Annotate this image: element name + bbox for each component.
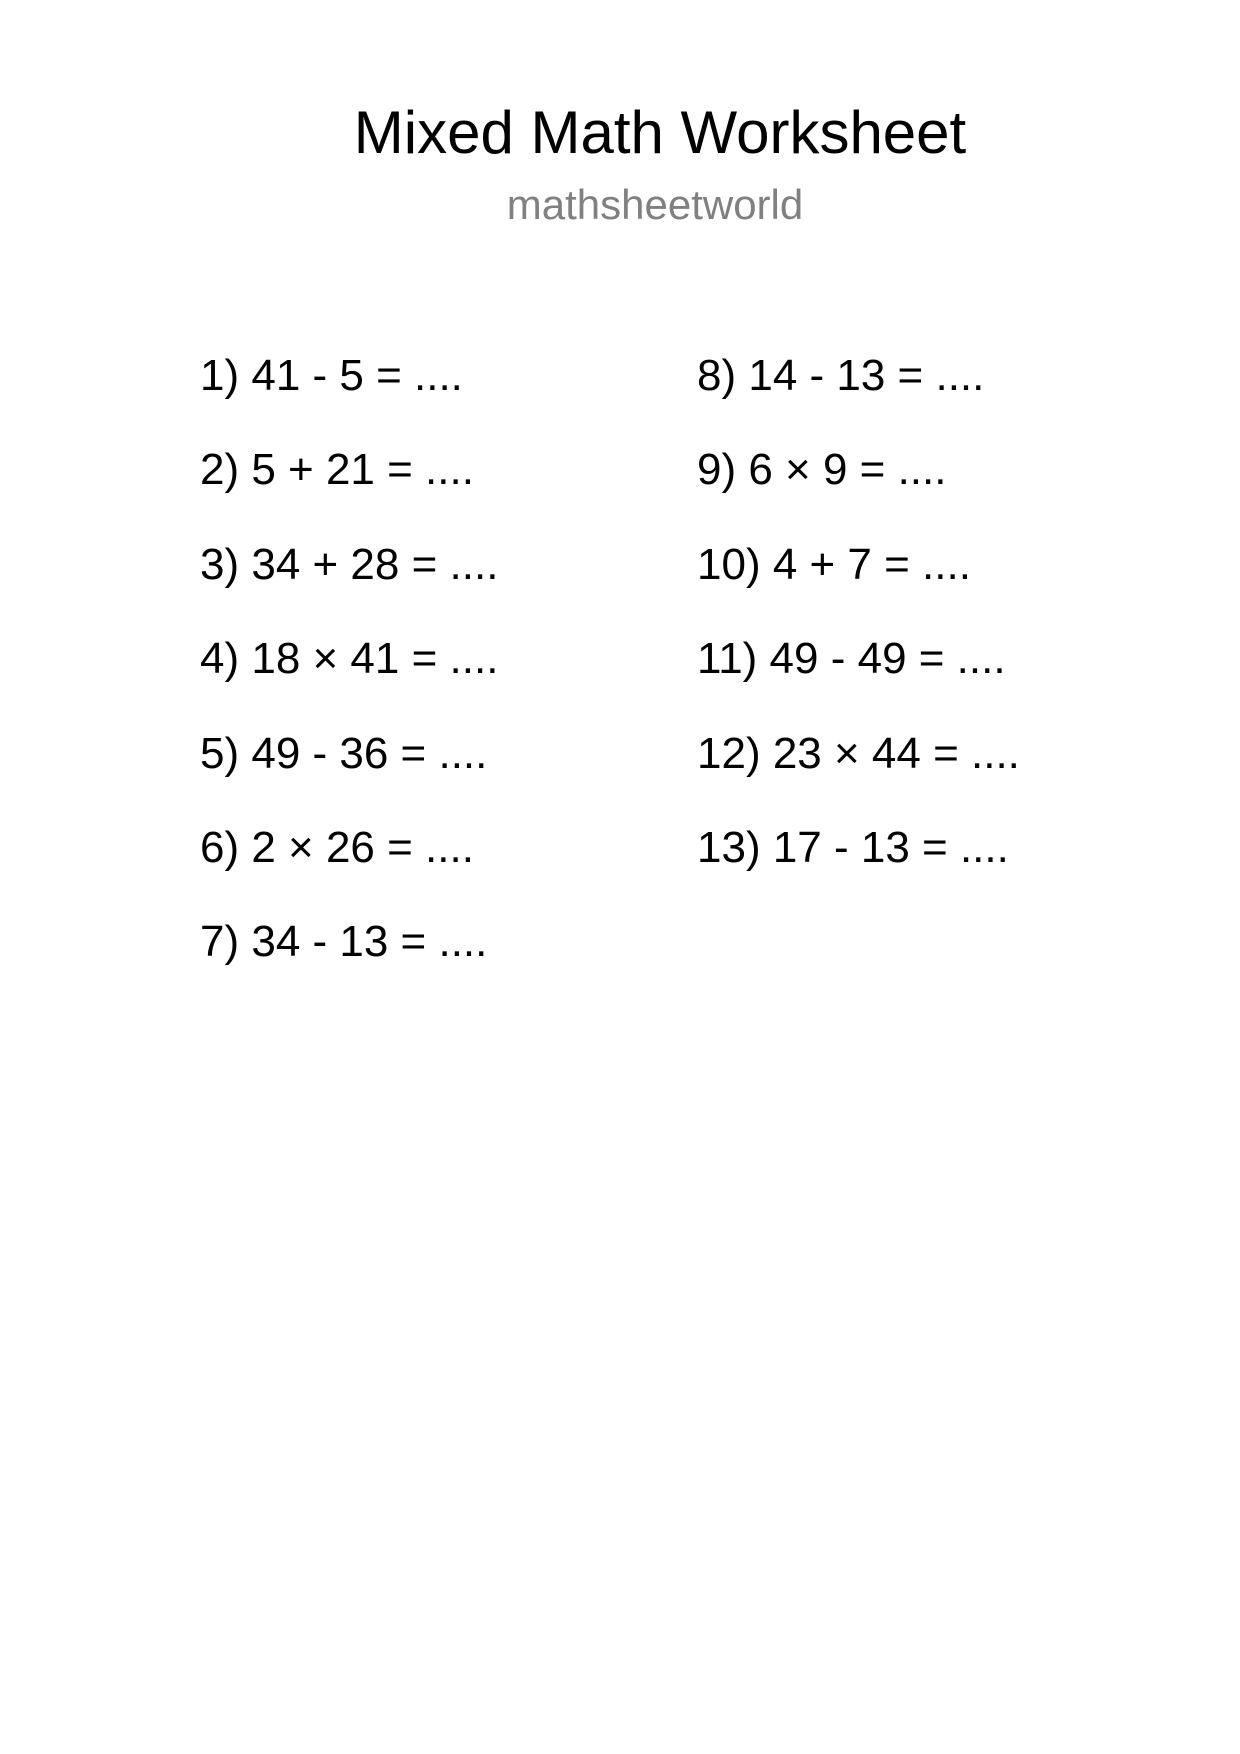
problem-item: 3) 34 + 28 = .... — [200, 539, 499, 589]
problem-item: 12) 23 × 44 = .... — [697, 728, 1020, 778]
problem-item: 2) 5 + 21 = .... — [200, 445, 474, 495]
problem-item: 1) 41 - 5 = .... — [200, 351, 463, 400]
problem-item: 13) 17 - 13 = .... — [697, 822, 1009, 872]
problem-item: 7) 34 - 13 = .... — [200, 917, 488, 967]
problem-column-right — [697, 350, 1020, 916]
problem-item: 4) 18 × 41 = .... — [200, 634, 499, 684]
problem-item: 10) 4 + 7 = .... — [697, 539, 971, 589]
problem-item: 6) 2 × 26 = .... — [200, 822, 474, 872]
problem-column-left — [200, 350, 498, 1011]
problem-item: 8) 14 - 13 = .... — [697, 351, 985, 400]
problem-item: 11) 49 - 49 = .... — [697, 634, 1006, 684]
problem-item: 5) 49 - 36 = .... — [200, 728, 488, 778]
problem-item: 9) 6 × 9 = .... — [697, 445, 947, 495]
worksheet-subtitle: mathsheetworld — [506, 181, 804, 228]
worksheet-title: Mixed Math Worksheet — [353, 99, 967, 166]
